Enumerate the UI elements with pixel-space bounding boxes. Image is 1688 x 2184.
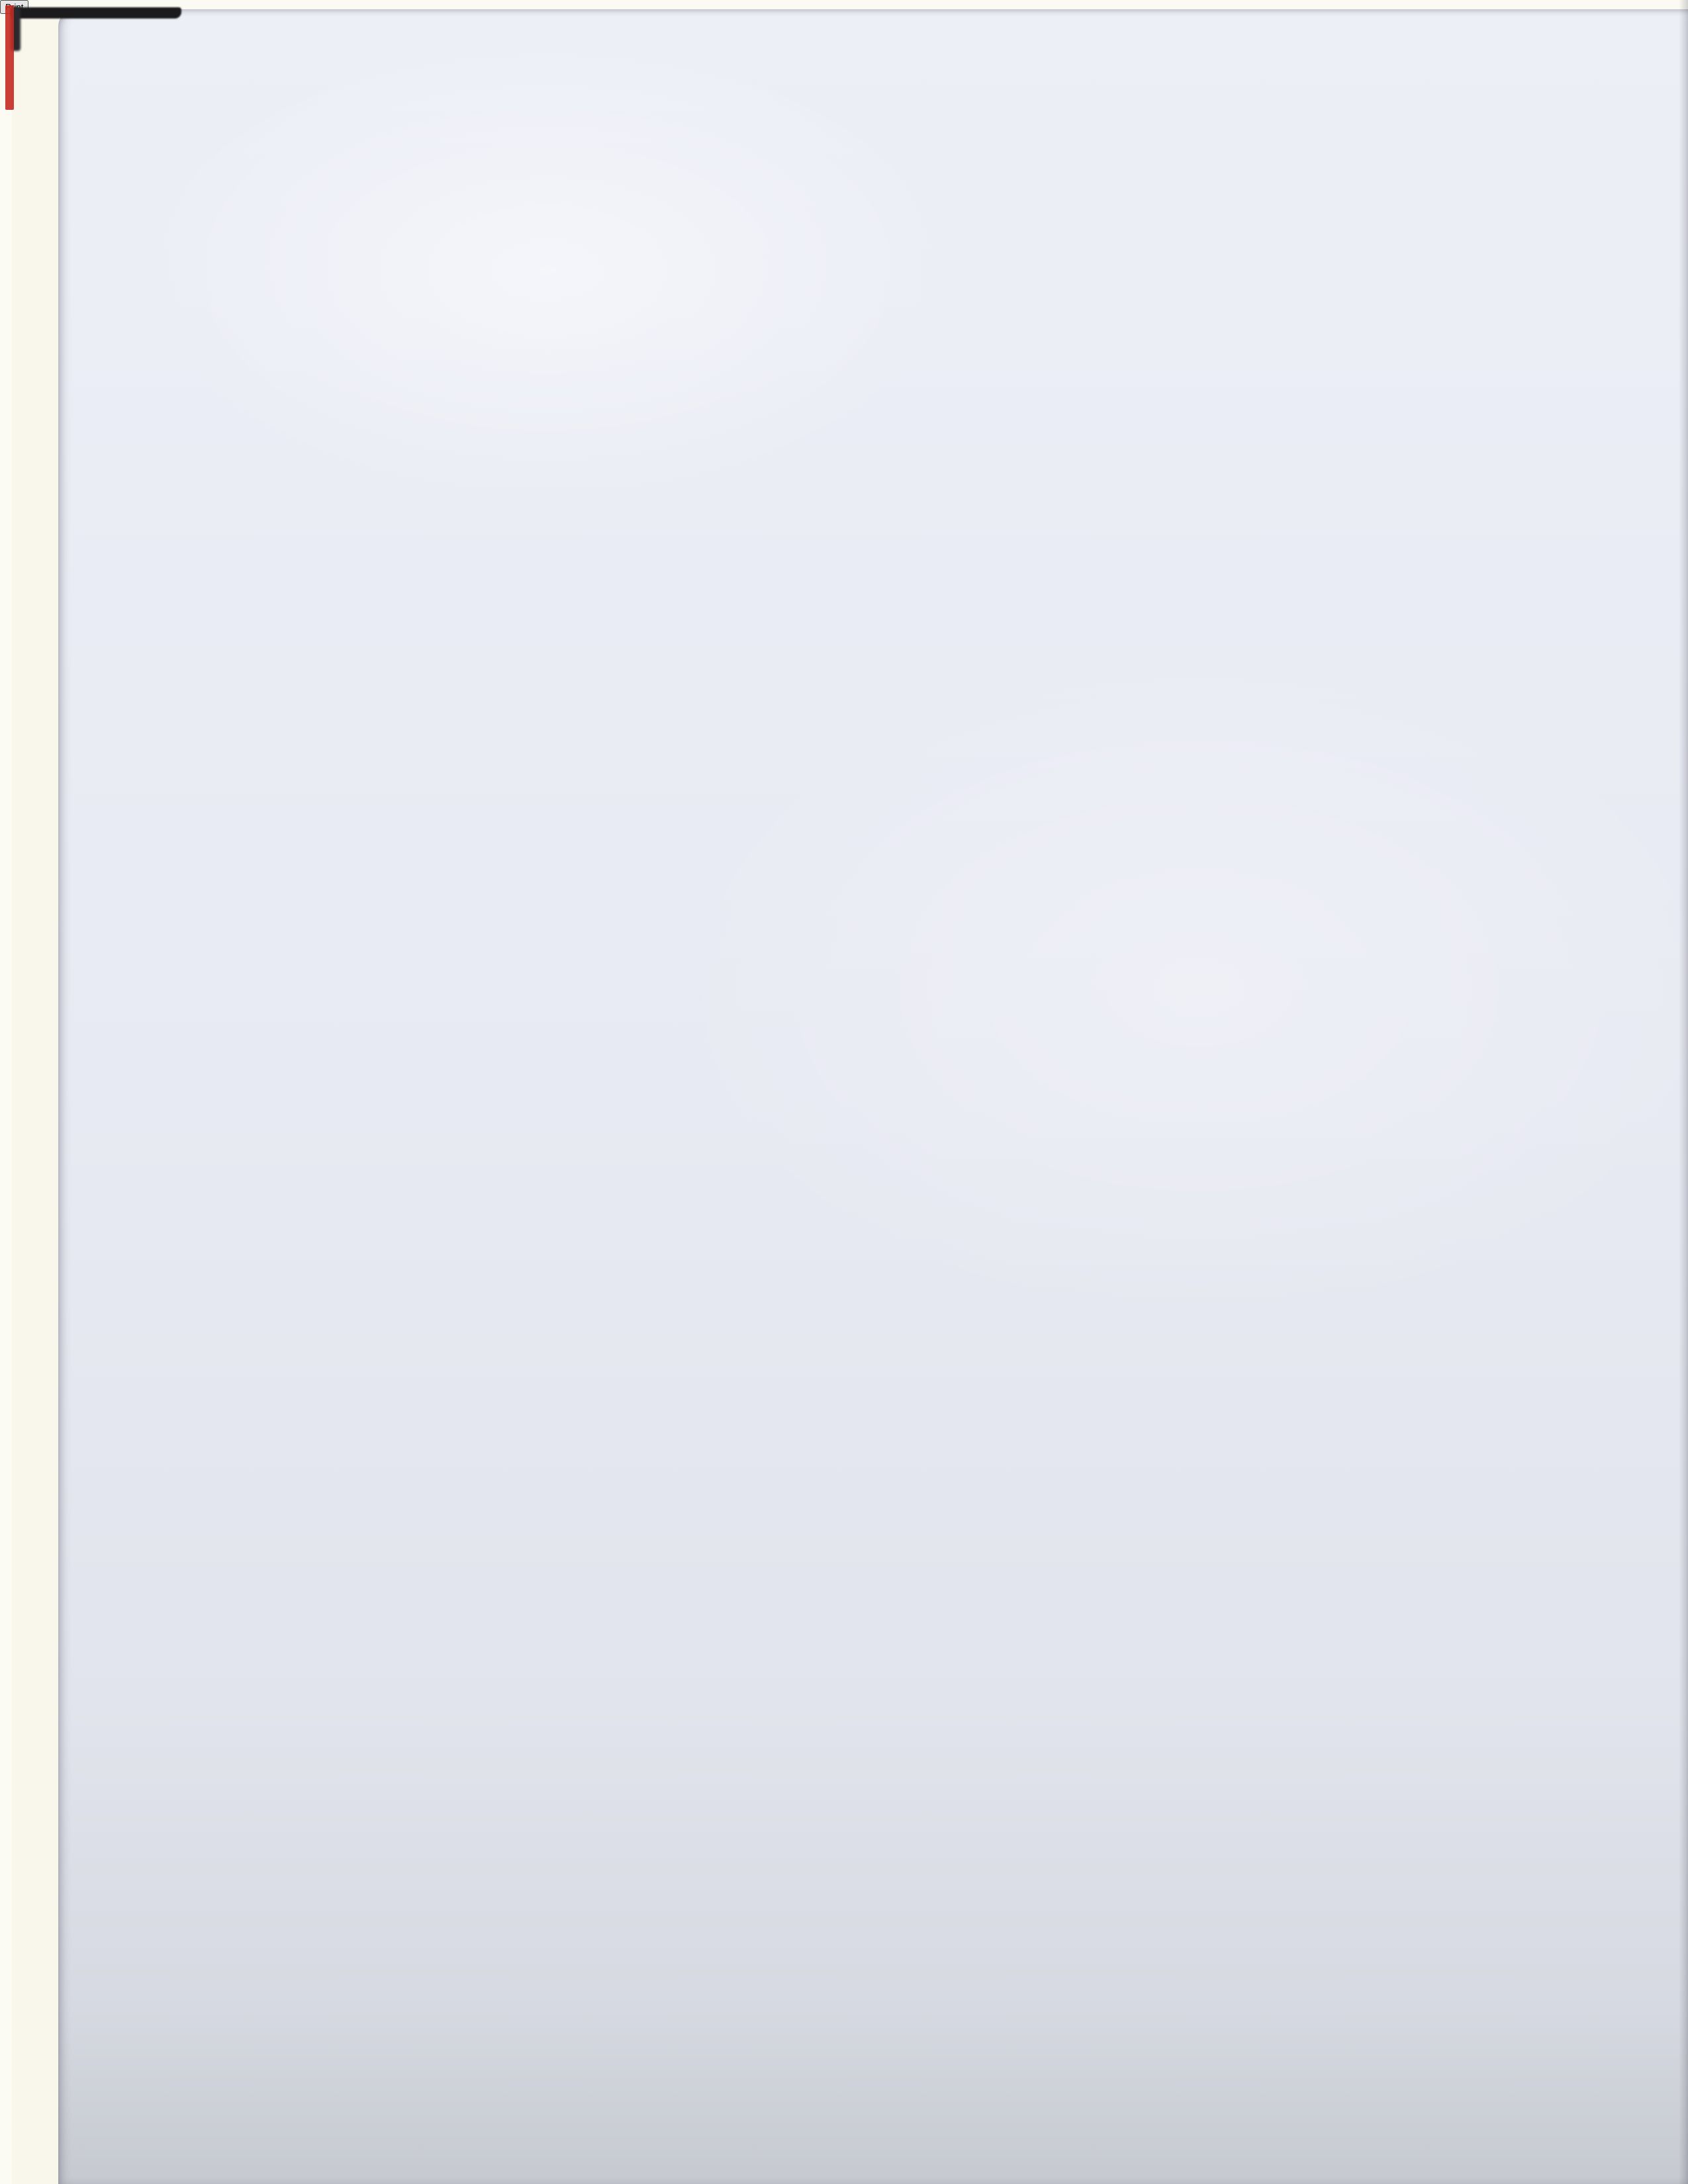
paper-background (58, 9, 1688, 2184)
paper-left-edge (12, 8, 60, 2184)
scan-right-vignette (1679, 0, 1688, 2184)
scan-corner-mark (11, 7, 181, 19)
scan-bottom-shadow (0, 2052, 1688, 2184)
red-edge-mark (5, 5, 14, 110)
